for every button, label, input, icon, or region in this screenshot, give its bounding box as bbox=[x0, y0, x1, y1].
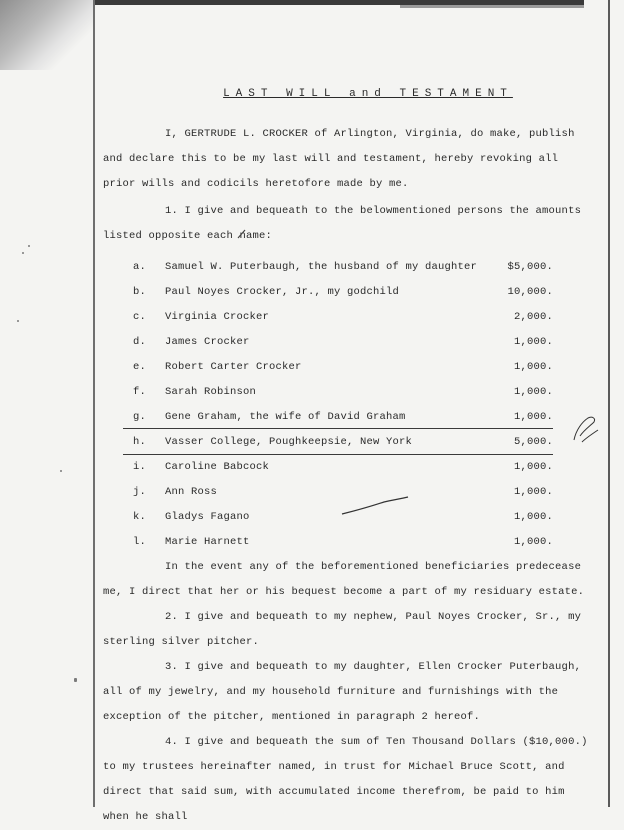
bequest-item bbox=[103, 455, 593, 480]
scan-speck bbox=[60, 470, 62, 472]
bequest-letter: e. bbox=[133, 361, 147, 373]
bequest-item bbox=[103, 305, 593, 330]
paragraph-3: 3. I give and bequeath to my daughter, Ellen Crocker Puterbaugh, all of my jewelry, and my household furniture and furnishings with the exception of the pitcher, mentioned in paragraph 2 hereof. bbox=[103, 661, 582, 723]
paragraph-2: 2. I give and bequeath to my nephew, Paul Noyes Crocker, Sr., my sterling silver pitcher. bbox=[103, 611, 582, 648]
bequest-letter: f. bbox=[133, 386, 147, 398]
bequest-letter: i. bbox=[133, 461, 147, 473]
scan-shadow-corner bbox=[0, 0, 95, 70]
bequest-beneficiary: Gladys Fagano bbox=[165, 511, 250, 523]
bequest-beneficiary: Vasser College, Poughkeepsie, New York bbox=[165, 436, 413, 448]
scan-speck bbox=[22, 252, 24, 254]
bequest-amount: 1,000. bbox=[513, 536, 553, 548]
bequest-amount: 1,000. bbox=[513, 511, 553, 523]
bequest-amount: $5,000. bbox=[507, 261, 553, 273]
bequest-item bbox=[103, 380, 593, 405]
bequest-letter: g. bbox=[133, 411, 147, 423]
bequest-amount: 1,000. bbox=[513, 361, 553, 373]
bequest-beneficiary: Gene Graham, the wife of David Graham bbox=[165, 411, 406, 423]
bequest-item bbox=[103, 255, 593, 280]
bequest-beneficiary: Robert Carter Crocker bbox=[165, 361, 302, 373]
bequest-letter: k. bbox=[133, 511, 147, 523]
bequest-beneficiary: Paul Noyes Crocker, Jr., my godchild bbox=[165, 286, 400, 298]
paragraph-predecease: In the event any of the beforementioned beneficiaries predecease me, I direct that her or his bequest become a part of my residuary estate. bbox=[103, 561, 585, 598]
pen-scribble bbox=[340, 496, 410, 518]
bequest-letter: a. bbox=[133, 261, 147, 273]
bequest-letter: h. bbox=[133, 436, 147, 448]
bequest-beneficiary: Caroline Babcock bbox=[165, 461, 270, 473]
page-right-margin-rule bbox=[608, 0, 610, 807]
paragraph-1: 1. I give and bequeath to the belowmentioned persons the amounts listed opposite each name: bbox=[103, 205, 582, 242]
page-left-margin-rule bbox=[93, 0, 95, 807]
bequest-amount: 1,000. bbox=[513, 486, 553, 498]
scan-speck bbox=[74, 678, 77, 682]
paragraph-4: 4. I give and bequeath the sum of Ten Thousand Dollars ($10,000.) to my trustees hereinafter named, in trust for Michael Bruce Scott, and direct that said sum, with accumulated income therefrom, be paid to him when he shall bbox=[103, 736, 588, 823]
bequest-item bbox=[103, 405, 593, 430]
bequest-amount: 10,000. bbox=[507, 286, 553, 298]
bequest-amount: 2,000. bbox=[513, 311, 553, 323]
bequest-beneficiary: Samuel W. Puterbaugh, the husband of my daughter bbox=[165, 261, 478, 273]
bequest-beneficiary: James Crocker bbox=[165, 336, 250, 348]
will-document bbox=[103, 88, 593, 830]
bequest-amount: 1,000. bbox=[513, 336, 553, 348]
scan-speck bbox=[17, 320, 19, 322]
bequest-beneficiary: Marie Harnett bbox=[165, 536, 250, 548]
scan-top-edge-secondary bbox=[400, 5, 584, 8]
scan-speck bbox=[28, 245, 30, 247]
handwritten-note-mark bbox=[570, 410, 600, 446]
bequest-amount: 1,000. bbox=[513, 411, 553, 423]
bequest-beneficiary: Sarah Robinson bbox=[165, 386, 257, 398]
bequest-item bbox=[103, 355, 593, 380]
bequest-letter: b. bbox=[133, 286, 147, 298]
bequest-amount: 1,000. bbox=[513, 386, 553, 398]
bequest-item bbox=[103, 280, 593, 305]
bequest-letter: d. bbox=[133, 336, 147, 348]
pen-tick-mark bbox=[236, 228, 248, 240]
bequest-beneficiary: Virginia Crocker bbox=[165, 311, 270, 323]
bequest-amount: 5,000. bbox=[513, 436, 553, 448]
bequest-item bbox=[103, 530, 593, 555]
document-title: LAST WILL and TESTAMENT bbox=[223, 88, 513, 100]
bequest-item-struck bbox=[103, 430, 593, 455]
handwritten-margin-note bbox=[570, 410, 600, 446]
bequest-letter: l. bbox=[133, 536, 147, 548]
bequest-letter: j. bbox=[133, 486, 147, 498]
bequest-beneficiary: Ann Ross bbox=[165, 486, 218, 498]
bequest-item bbox=[103, 330, 593, 355]
bequest-letter: c. bbox=[133, 311, 147, 323]
intro-paragraph: I, GERTRUDE L. CROCKER of Arlington, Virginia, do make, publish and declare this to be my last will and testament, hereby revoking all prior wills and codicils heretofore made by me. bbox=[103, 128, 575, 190]
bequest-amount: 1,000. bbox=[513, 461, 553, 473]
